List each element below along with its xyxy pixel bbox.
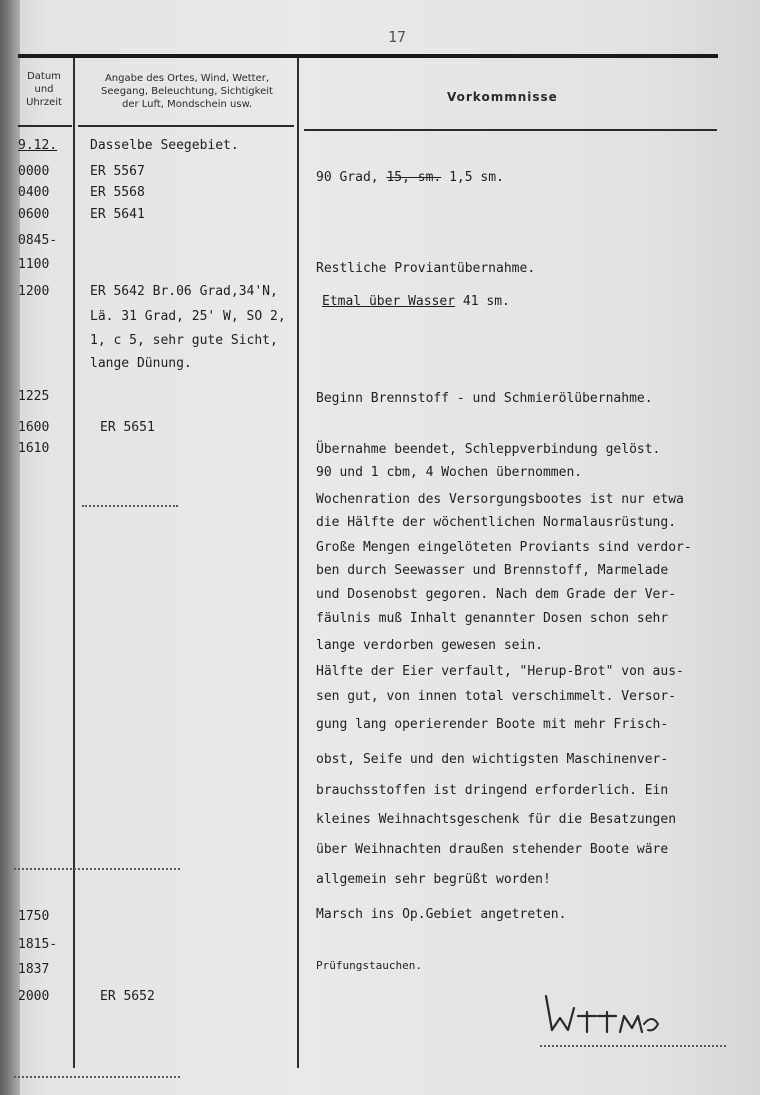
entry-event-line: lange verdorben gewesen sein.	[316, 638, 543, 653]
entry-time: 0600	[18, 207, 50, 222]
event-text: 1,5 sm.	[441, 170, 504, 185]
entry-event: Beginn Brennstoff - und Schmierölübernahme.	[316, 391, 653, 406]
entry-time: 0400	[18, 185, 50, 200]
entry-event-line: die Hälfte der wöchentlichen Normalausrüstung.	[316, 515, 677, 530]
header-date-line-1: Datum	[27, 71, 61, 82]
header-bottom-rule-mid	[78, 125, 294, 127]
event-text: 41 sm.	[455, 294, 510, 309]
entry-time: 9.12.	[18, 138, 58, 153]
header-date-line-3: Uhrzeit	[26, 97, 62, 108]
entry-time: 2000	[18, 989, 50, 1004]
entry-event-line: über Weihnachten draußen stehender Boote wäre	[316, 842, 669, 857]
top-rule	[18, 54, 718, 58]
entry-event-line: fäulnis muß Inhalt genannter Dosen schon sehr	[316, 611, 669, 626]
dotted-separator	[82, 505, 178, 507]
entry-event-line: Hälfte der Eier verfault, "Herup-Brot" von aus-	[316, 664, 684, 679]
event-struck-text: 15,-sm.	[386, 170, 442, 185]
entry-event-line: kleines Weihnachtsgeschenk für die Besatzungen	[316, 812, 677, 827]
binding-shadow	[0, 0, 20, 1095]
header-date-time	[16, 70, 72, 109]
header-bottom-rule-left	[18, 125, 72, 127]
entry-time: 0000	[18, 164, 50, 179]
entry-event-line: Übernahme beendet, Schleppverbindung gelöst.	[316, 442, 661, 457]
header-location	[80, 72, 294, 111]
entry-location: ER 5652	[100, 989, 155, 1004]
entry-event-line: und Dosenobst gegoren. Nach dem Grade der Ver-	[316, 587, 677, 602]
entry-event-line: gung lang operierender Boote mit mehr Frisch-	[316, 717, 669, 732]
entry-event	[322, 294, 510, 310]
entry-event-line: brauchsstoffen ist dringend erforderlich. Ein	[316, 783, 669, 798]
entry-location-line: ER 5642 Br.06 Grad,34'N,	[90, 284, 278, 299]
entry-location: Dasselbe Seegebiet.	[90, 138, 239, 153]
entry-time: 1100	[18, 257, 50, 272]
signature-dotted-line	[540, 1045, 726, 1047]
entry-time: 1225	[18, 389, 50, 404]
entry-location: ER 5568	[90, 185, 145, 200]
entry-time-line: 1837	[18, 962, 50, 977]
header-location-line-1: Angabe des Ortes, Wind, Wetter,	[104, 73, 270, 84]
header-events: Vorkommnisse	[447, 90, 558, 104]
entry-event-line: allgemein sehr begrüßt worden!	[316, 872, 551, 887]
entry-location-line: lange Dünung.	[90, 356, 192, 371]
entry-time: 1200	[18, 284, 50, 299]
entry-location-line: Lä. 31 Grad, 25' W, SO 2,	[90, 309, 286, 324]
entry-time: 1610	[18, 441, 50, 456]
column-divider-1	[73, 58, 75, 1068]
entry-event	[316, 170, 504, 186]
entry-event: Restliche Proviantübernahme.	[316, 261, 536, 276]
entry-event-line: Große Mengen eingelöteten Proviants sind verdor-	[316, 540, 692, 555]
entry-location: ER 5641	[90, 207, 145, 222]
entry-location: ER 5651	[100, 420, 155, 435]
entry-event-line: ben durch Seewasser und Brennstoff, Marmelade	[316, 563, 669, 578]
entry-event-line: 90 und 1 cbm, 4 Wochen übernommen.	[316, 465, 583, 480]
entry-event: Prüfungstauchen.	[316, 959, 422, 972]
dotted-separator	[14, 868, 180, 870]
event-text: 90 Grad,	[316, 170, 387, 185]
header-location-line-3: der Luft, Mondschein usw.	[121, 99, 253, 110]
entry-event-line: obst, Seife und den wichtigsten Maschinenver-	[316, 752, 669, 767]
column-divider-2	[297, 58, 299, 1068]
entry-event-line: Wochenration des Versorgungsbootes ist nur etwa	[316, 492, 684, 507]
page-number: 17	[388, 28, 407, 46]
entry-time-line: 1815-	[18, 937, 58, 952]
handwritten-signature	[538, 990, 668, 1042]
entry-location: ER 5567	[90, 164, 145, 179]
entry-time: 1750	[18, 909, 50, 924]
header-date-line-2: und	[34, 84, 54, 95]
header-bottom-rule-right	[304, 129, 717, 131]
dotted-separator	[14, 1076, 180, 1078]
entry-event: Marsch ins Op.Gebiet angetreten.	[316, 907, 567, 922]
header-location-line-2: Seegang, Beleuchtung, Sichtigkeit	[101, 86, 273, 97]
entry-location-line: 1, c 5, sehr gute Sicht,	[90, 333, 278, 348]
event-underlined-text: Etmal über Wasser	[322, 294, 456, 309]
entry-time: 1600	[18, 420, 50, 435]
entry-time: 0845-	[18, 233, 58, 248]
entry-event-line: sen gut, von innen total verschimmelt. Versor-	[316, 689, 677, 704]
